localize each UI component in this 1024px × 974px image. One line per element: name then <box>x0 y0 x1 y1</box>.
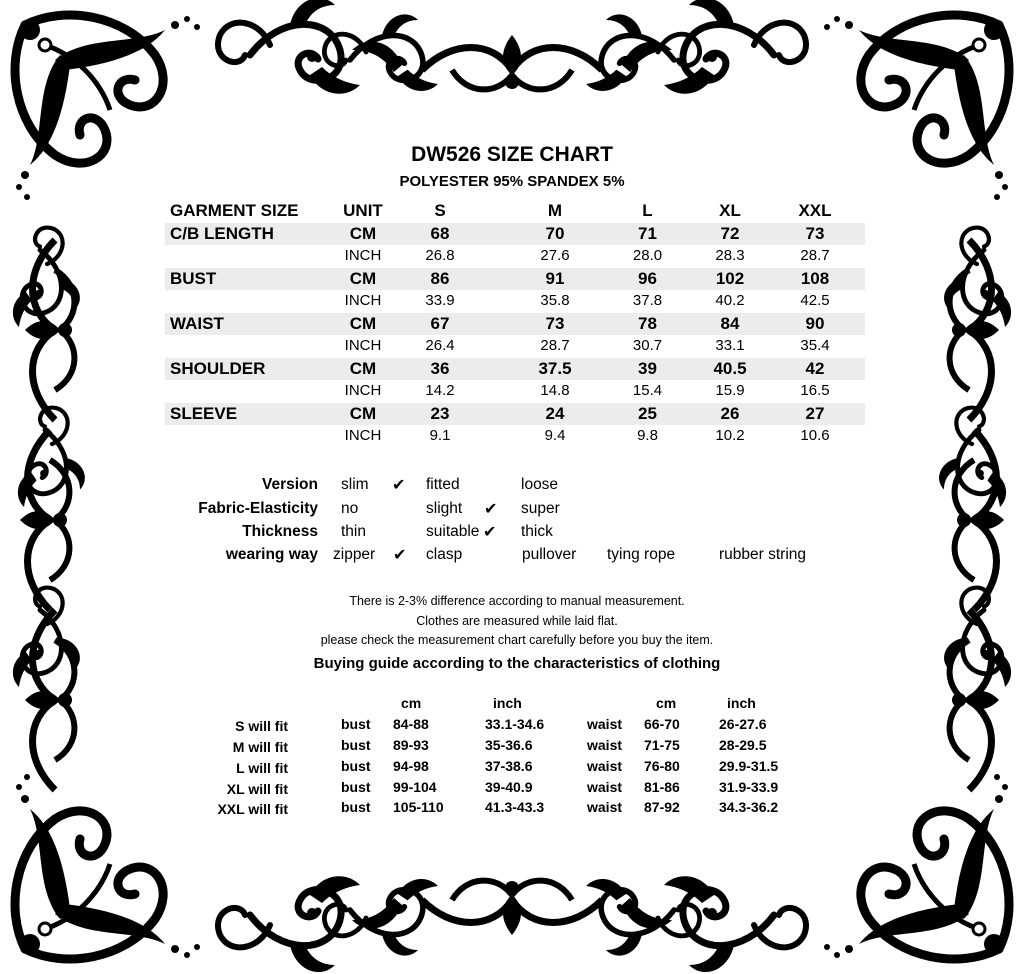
unit-inch: INCH <box>344 382 382 399</box>
table-cell: 28.7 <box>540 337 570 354</box>
size-chart-header-row <box>165 200 865 223</box>
table-cell: 37.8 <box>632 292 663 309</box>
measurement-label: SHOULDER <box>170 358 266 378</box>
table-cell: 33.1 <box>715 337 745 354</box>
unit-header: UNIT <box>343 201 383 220</box>
measurement-label: BUST <box>170 268 217 288</box>
size-row-bust-inch <box>165 290 865 313</box>
fit-bust-cm: 105-110 <box>393 799 444 815</box>
table-cell: 30.7 <box>632 337 663 354</box>
fit-size-label: S will fit <box>235 718 288 734</box>
fit-waist: waist <box>587 779 623 795</box>
table-cell: 35.8 <box>540 292 570 309</box>
size-header-s: S <box>434 201 446 220</box>
unit-cm: CM <box>349 403 377 423</box>
fit-waist: waist <box>587 716 623 732</box>
feature-option: pullover <box>522 546 577 563</box>
fit-waist: waist <box>587 758 623 774</box>
table-cell: 26.4 <box>425 337 455 354</box>
fit-waist-inch: 31.9-33.9 <box>719 779 779 795</box>
feature-label: Fabric-Elasticity <box>198 500 318 517</box>
table-cell: 68 <box>430 223 450 243</box>
table-cell: 40.2 <box>715 292 745 309</box>
table-cell: 84 <box>720 313 740 333</box>
feature-option: suitable <box>426 523 480 540</box>
fit-bust-cm: 89-93 <box>393 737 429 753</box>
size-row-waist-cm <box>165 313 865 336</box>
table-cell: 10.2 <box>715 427 745 444</box>
table-cell: 42 <box>805 358 825 378</box>
fit-bust-inch: 41.3-43.3 <box>485 799 545 815</box>
fit-bust-cm: 94-98 <box>393 758 429 774</box>
check-icon: ✔ <box>483 524 497 541</box>
table-cell: 28.3 <box>715 247 745 264</box>
table-cell: 72 <box>720 223 740 243</box>
unit-cm: CM <box>349 223 377 243</box>
fit-waist-inch: 26-27.6 <box>719 716 767 732</box>
fit-bust: bust <box>341 799 371 815</box>
fit-bust-cm: 84-88 <box>393 716 429 732</box>
check-icon: ✔ <box>484 501 498 518</box>
fit-waist-inch: 34.3-36.2 <box>719 799 779 815</box>
size-header-xxl: XXL <box>798 201 832 220</box>
feature-option: thin <box>341 523 366 540</box>
garment-size-header: GARMENT SIZE <box>170 201 299 220</box>
table-cell: 9.8 <box>637 427 658 444</box>
fit-waist: waist <box>587 799 623 815</box>
feature-option: fitted <box>426 476 460 493</box>
table-cell: 15.4 <box>632 382 663 399</box>
feature-option: rubber string <box>719 546 807 563</box>
fit-size-label: M will fit <box>232 739 288 755</box>
size-chart-table <box>165 200 865 448</box>
buying-guide-title: Buying guide according to the characteristics of clothing <box>313 655 721 672</box>
size-row-c-b-length-inch <box>165 245 865 268</box>
feature-label: Version <box>262 476 318 493</box>
check-icon: ✔ <box>393 547 407 564</box>
table-cell: 90 <box>805 313 825 333</box>
unit-inch: INCH <box>344 337 382 354</box>
fit-header-bust-inch: inch <box>493 695 522 711</box>
fit-bust-inch: 33.1-34.6 <box>485 716 545 732</box>
fit-waist-inch: 29.9-31.5 <box>719 758 779 774</box>
table-cell: 86 <box>430 268 450 288</box>
size-row-waist-inch <box>165 335 865 358</box>
page-title: DW526 SIZE CHART <box>411 143 613 166</box>
fit-header-waist-inch: inch <box>727 695 756 711</box>
table-cell: 26 <box>720 403 740 423</box>
table-cell: 33.9 <box>425 292 455 309</box>
fit-waist-cm: 81-86 <box>644 779 680 795</box>
table-cell: 35.4 <box>800 337 830 354</box>
table-cell: 27 <box>805 403 825 423</box>
table-cell: 24 <box>545 403 565 423</box>
unit-inch: INCH <box>344 247 382 264</box>
table-cell: 15.9 <box>715 382 745 399</box>
fit-waist-cm: 76-80 <box>644 758 680 774</box>
table-cell: 37.5 <box>538 358 572 378</box>
table-cell: 25 <box>638 403 657 423</box>
table-cell: 108 <box>800 268 830 288</box>
table-cell: 78 <box>638 313 657 333</box>
fit-bust: bust <box>341 716 371 732</box>
feature-option: slight <box>426 500 463 517</box>
measurement-label: WAIST <box>170 313 224 333</box>
fit-bust-inch: 35-36.6 <box>485 737 533 753</box>
table-cell: 10.6 <box>800 427 830 444</box>
fit-bust: bust <box>341 758 371 774</box>
table-cell: 28.0 <box>632 247 663 264</box>
fit-size-label: L will fit <box>236 760 288 776</box>
feature-option: slim <box>341 476 369 493</box>
table-cell: 36 <box>430 358 450 378</box>
unit-cm: CM <box>349 358 377 378</box>
table-cell: 26.8 <box>425 247 455 264</box>
table-cell: 40.5 <box>713 358 747 378</box>
size-header-l: L <box>642 201 653 220</box>
unit-cm: CM <box>349 268 377 288</box>
table-cell: 39 <box>638 358 657 378</box>
table-cell: 73 <box>545 313 565 333</box>
table-cell: 28.7 <box>800 247 830 264</box>
measurement-label: SLEEVE <box>170 403 238 423</box>
fit-size-label: XXL will fit <box>217 801 288 817</box>
table-cell: 27.6 <box>540 247 570 264</box>
size-row-bust-cm <box>165 268 865 291</box>
fit-bust-cm: 99-104 <box>393 779 437 795</box>
table-cell: 102 <box>715 268 745 288</box>
size-row-sleeve-cm <box>165 403 865 426</box>
fit-size-label: XL will fit <box>226 781 288 797</box>
feature-option: loose <box>521 476 559 493</box>
feature-option: clasp <box>426 546 463 563</box>
fit-header-waist-cm: cm <box>656 695 677 711</box>
table-cell: 67 <box>430 313 450 333</box>
table-cell: 70 <box>545 223 565 243</box>
table-cell: 23 <box>430 403 450 423</box>
feature-label: Thickness <box>242 523 318 540</box>
table-cell: 16.5 <box>800 382 830 399</box>
size-header-xl: XL <box>719 201 741 220</box>
feature-option: no <box>341 500 359 517</box>
table-cell: 9.4 <box>544 427 566 444</box>
feature-option: zipper <box>333 546 376 563</box>
table-cell: 71 <box>638 223 657 243</box>
check-icon: ✔ <box>392 477 406 494</box>
table-cell: 14.2 <box>425 382 455 399</box>
table-cell: 14.8 <box>540 382 570 399</box>
fit-waist-cm: 87-92 <box>644 799 680 815</box>
measurement-label: C/B LENGTH <box>170 223 274 243</box>
note-laid-flat: Clothes are measured while laid flat. <box>416 614 618 628</box>
table-cell: 91 <box>545 268 565 288</box>
unit-inch: INCH <box>344 427 382 444</box>
fit-waist: waist <box>587 737 623 753</box>
feature-option: tying rope <box>607 546 676 563</box>
table-cell: 96 <box>638 268 657 288</box>
feature-label: wearing way <box>225 546 318 563</box>
size-row-c-b-length-cm <box>165 223 865 246</box>
unit-inch: INCH <box>344 292 382 309</box>
note-measurement-difference: There is 2-3% difference according to manual measurement. <box>349 594 685 608</box>
fit-waist-cm: 71-75 <box>644 737 680 753</box>
size-row-shoulder-cm <box>165 358 865 381</box>
fit-waist-inch: 28-29.5 <box>719 737 767 753</box>
feature-option: super <box>521 500 560 517</box>
size-row-sleeve-inch <box>165 425 865 448</box>
fit-bust: bust <box>341 779 371 795</box>
fit-bust-inch: 37-38.6 <box>485 758 533 774</box>
feature-option: thick <box>521 523 553 540</box>
fit-bust-inch: 39-40.9 <box>485 779 533 795</box>
table-cell: 73 <box>805 223 825 243</box>
fit-header-bust-cm: cm <box>401 695 422 711</box>
table-cell: 42.5 <box>800 292 830 309</box>
fit-waist-cm: 66-70 <box>644 716 680 732</box>
unit-cm: CM <box>349 313 377 333</box>
table-cell: 9.1 <box>429 427 451 444</box>
fit-bust: bust <box>341 737 371 753</box>
size-row-shoulder-inch <box>165 380 865 403</box>
note-check-chart: please check the measurement chart carefully before you buy the item. <box>320 633 714 647</box>
size-header-m: M <box>547 201 563 220</box>
fabric-composition: POLYESTER 95% SPANDEX 5% <box>399 173 625 190</box>
